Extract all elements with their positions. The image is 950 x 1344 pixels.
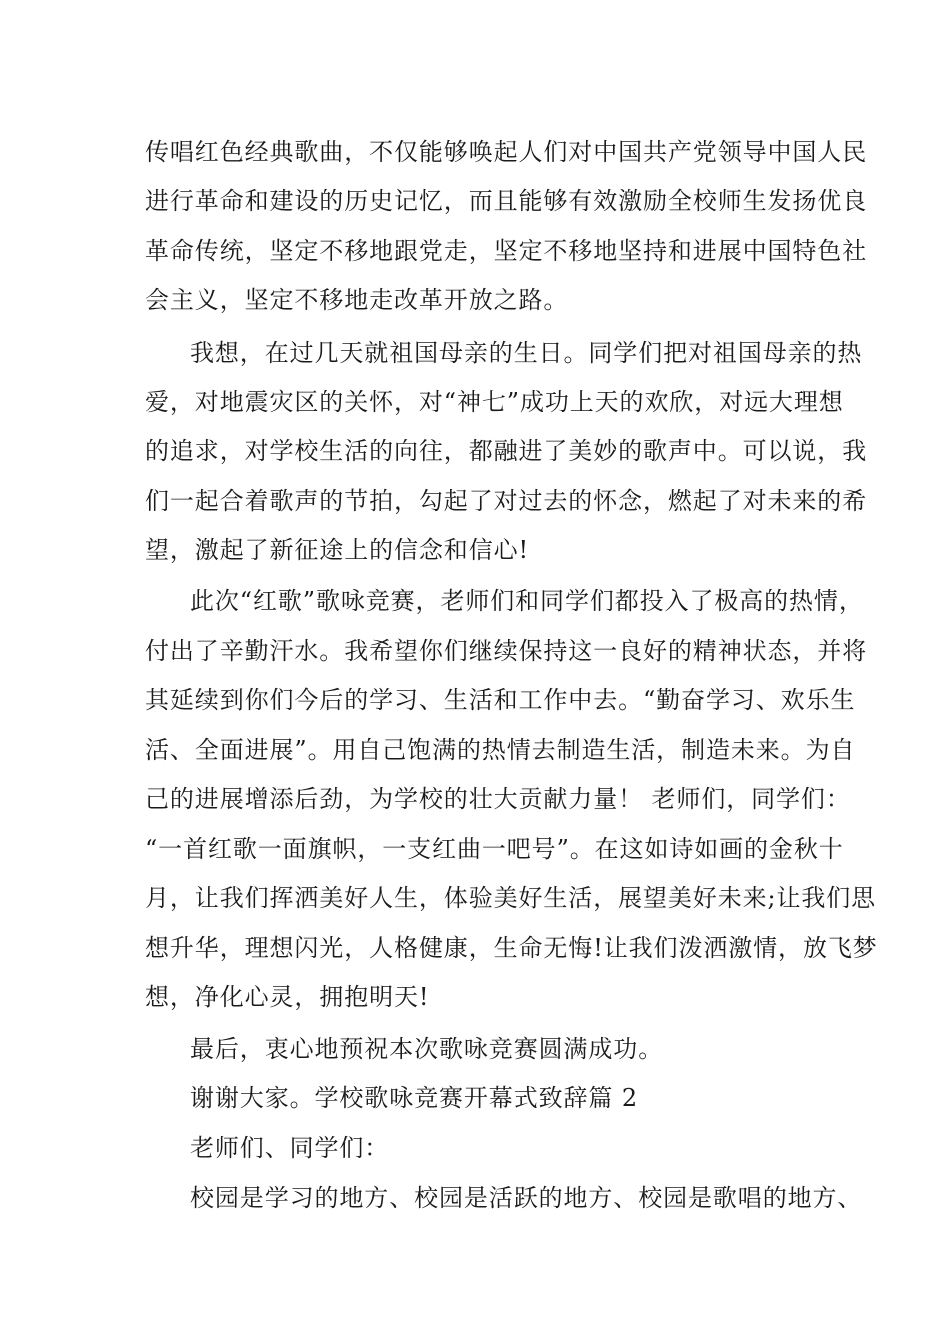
text-line: 己的进展增添后劲，为学校的壮大贡献力量！ 老师们，同学们： [145, 785, 851, 813]
text-line: 付出了辛勤汗水。我希望你们继续保持这一良好的精神状态，并将 [145, 637, 868, 665]
text-line: 传唱红色经典歌曲，不仅能够唤起人们对中国共产党领导中国人民 [145, 138, 868, 166]
text-line: 活、全面进展”。用自己饱满的热情去制造生活，制造未来。为自 [145, 736, 856, 764]
text-line: “一首红歌一面旗帜，一支红曲一吧号”。在这如诗如画的金秋十 [145, 835, 844, 863]
text-line: 爱，对地震灾区的关怀，对“神七”成功上天的欢欣，对远大理想 [145, 388, 844, 416]
text-line: 想，净化心灵，拥抱明天! [145, 983, 430, 1011]
text-line: 会主义，坚定不移地走改革开放之路。 [145, 286, 569, 314]
text-line: 其延续到你们今后的学习、生活和工作中去。“勤奋学习、欢乐生 [145, 686, 856, 714]
section-heading: 谢谢大家。学校歌咏竞赛开幕式致辞篇 2 [190, 1084, 638, 1112]
text-line: 望，激起了新征途上的信念和信心! [145, 536, 530, 564]
salutation: 老师们、同学们： [190, 1134, 390, 1162]
text-line: 的追求，对学校生活的向往，都融进了美妙的歌声中。可以说，我 [145, 437, 868, 465]
text-line: 们一起合着歌声的节拍，勾起了对过去的怀念，燃起了对未来的希 [145, 487, 868, 515]
text-line: 想升华，理想闪光，人格健康，生命无悔!让我们泼洒激情，放飞梦 [145, 934, 878, 962]
text-line: 革命传统，坚定不移地跟党走，坚定不移地坚持和进展中国特色社 [145, 237, 868, 265]
text-line: 我想，在过几天就祖国母亲的生日。同学们把对祖国母亲的热 [190, 339, 863, 367]
text-line: 校园是学习的地方、校园是活跃的地方、校园是歌唱的地方、 [190, 1184, 863, 1212]
text-line: 此次“红歌”歌咏竞赛，老师们和同学们都投入了极高的热情， [190, 587, 864, 615]
text-line: 月，让我们挥洒美好人生，体验美好生活，展望美好未来;让我们思 [145, 884, 877, 912]
text-line: 进行革命和建设的历史记忆，而且能够有效激励全校师生发扬优良 [145, 187, 868, 215]
text-line: 最后，衷心地预祝本次歌咏竞赛圆满成功。 [190, 1035, 664, 1063]
